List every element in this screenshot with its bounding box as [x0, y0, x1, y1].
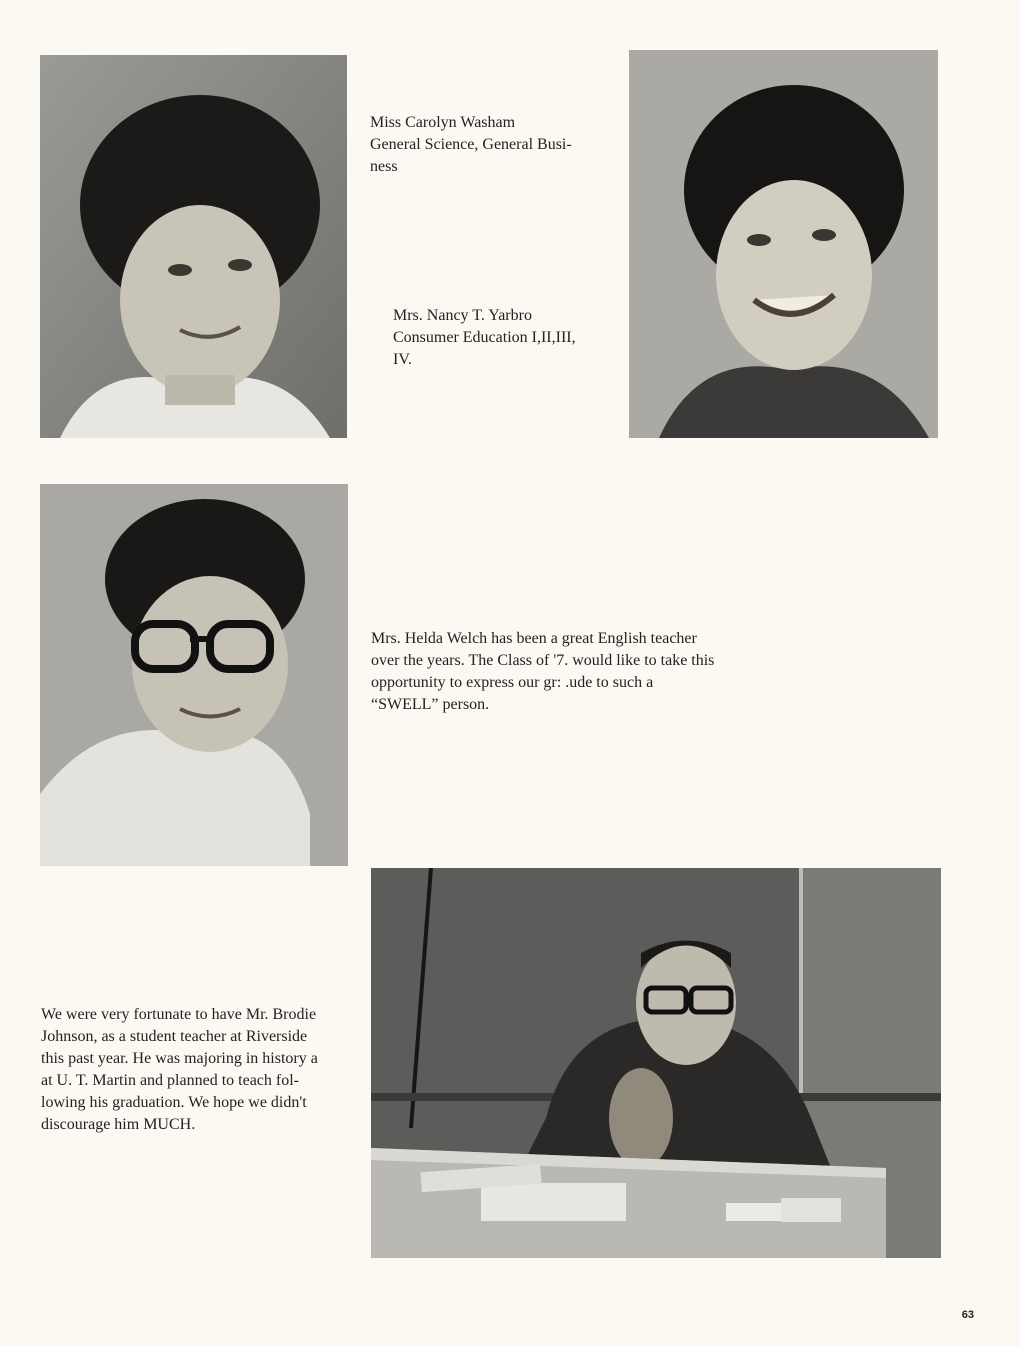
- caption-line: discourage him MUCH.: [41, 1116, 196, 1133]
- portrait-nancy-yarbro: [629, 50, 938, 438]
- teacher-subjects-cont: IV.: [393, 351, 412, 368]
- caption-line: opportunity to express our gr: .ude to such a: [371, 674, 654, 691]
- teacher-subjects: General Science, General Busi-: [370, 136, 572, 153]
- teacher-subjects: Consumer Education I,II,III,: [393, 329, 576, 346]
- caption-line: at U. T. Martin and planned to teach fol-: [41, 1072, 299, 1089]
- caption-line: Johnson, as a student teacher at Riverside: [41, 1028, 308, 1045]
- caption-line: lowing his graduation. We hope we didn't: [41, 1094, 307, 1111]
- page-number: 63: [961, 1309, 974, 1321]
- caption-line: Mrs. Helda Welch has been a great English teacher: [371, 630, 697, 647]
- teacher-subjects-cont: ness: [370, 158, 398, 175]
- caption-carolyn-washam: [370, 112, 572, 178]
- caption-brodie-johnson: [41, 1004, 318, 1136]
- caption-helda-welch: [371, 628, 714, 716]
- teacher-name: Miss Carolyn Washam: [370, 114, 516, 131]
- caption-line: “SWELL” person.: [371, 696, 490, 713]
- photo-brodie-johnson-classroom: [371, 868, 941, 1258]
- portrait-carolyn-washam: [40, 55, 347, 438]
- caption-line: We were very fortunate to have Mr. Brodie: [41, 1006, 317, 1023]
- portrait-helda-welch: [40, 484, 348, 866]
- caption-line: this past year. He was majoring in history a: [41, 1050, 318, 1067]
- caption-line: over the years. The Class of '7. would like to take this: [371, 652, 715, 669]
- teacher-name: Mrs. Nancy T. Yarbro: [393, 307, 532, 324]
- caption-nancy-yarbro: [393, 305, 576, 371]
